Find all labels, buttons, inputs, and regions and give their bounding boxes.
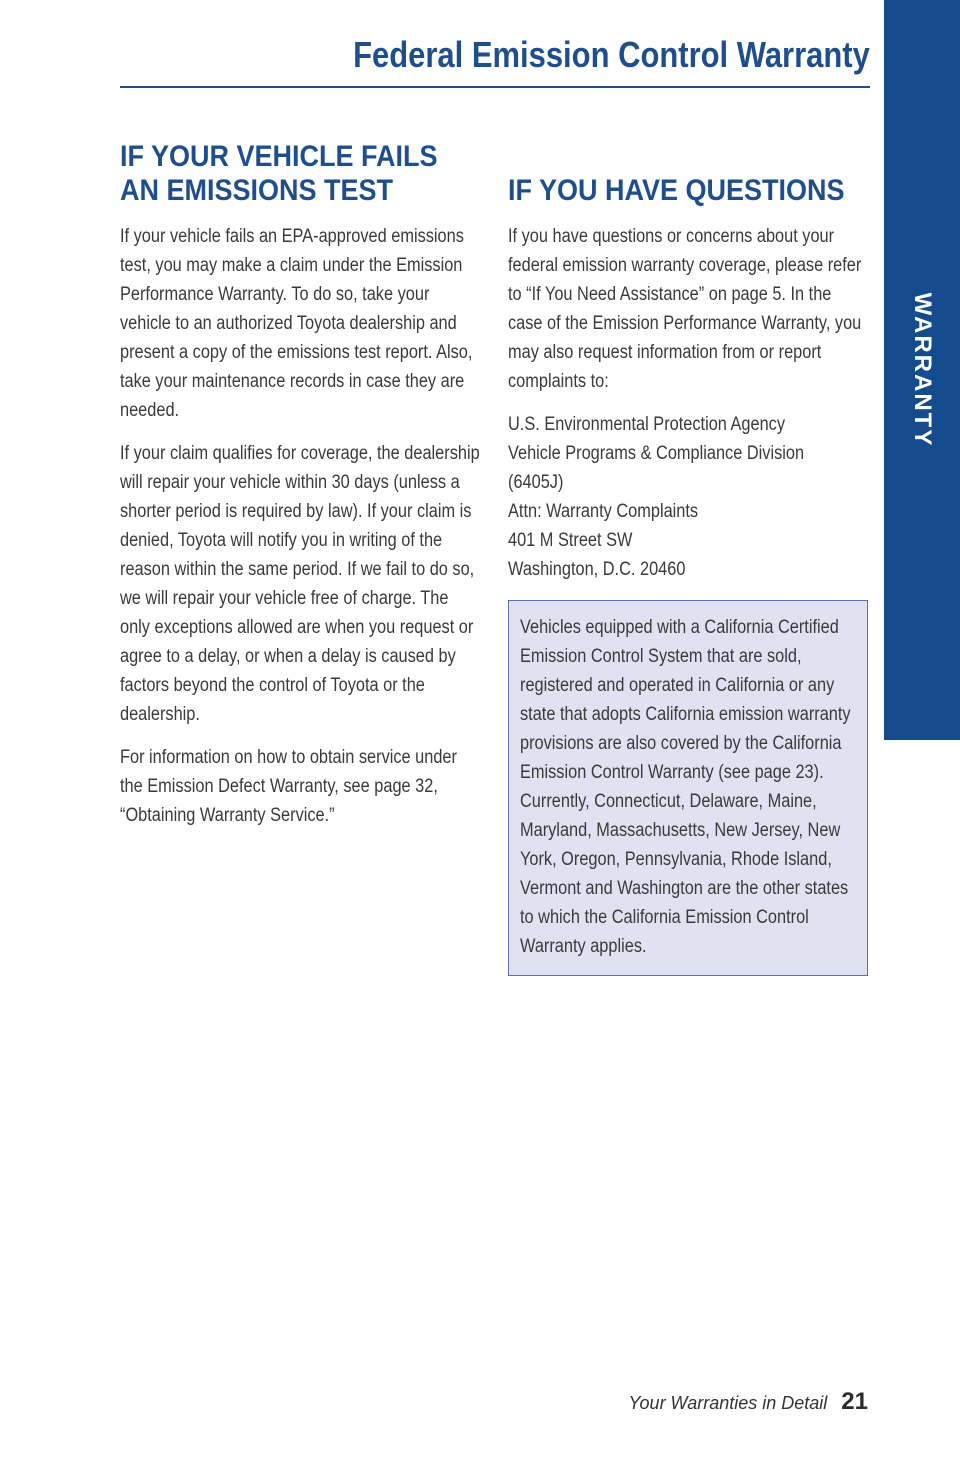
- california-note-box: [508, 600, 868, 976]
- fails-test-paragraph-1: If your vehicle fails an EPA-approved emissions test, you may make a claim under the Emission Performance Warranty. To do so, take your vehicle to an authorized Toyota dealership and present a copy of the emissions test report. Also, take your maintenance records in case they are needed.: [120, 226, 473, 421]
- page-footer: [629, 1388, 868, 1416]
- fails-test-paragraph-2: If your claim qualifies for coverage, the dealership will repair your vehicle within 30 days (unless a shorter period is required by law). If your claim is denied, Toyota will notify you in writing of the reason within the same period. If we fail to do so, we will repair your vehicle free of charge. The only exceptions allowed are when you request or agree to a delay, or when a delay is caused by factors beyond the control of Toyota or the dealership.: [120, 443, 480, 725]
- left-column: [120, 140, 482, 844]
- questions-heading: IF YOU HAVE QUESTIONS: [508, 174, 845, 207]
- epa-address: [508, 410, 870, 584]
- right-column: [508, 140, 870, 976]
- page-header: [120, 30, 870, 88]
- footer-section-title: Your Warranties in Detail: [628, 1393, 828, 1413]
- address-line: (6405J): [508, 472, 564, 493]
- address-line: Attn: Warranty Complaints: [508, 501, 699, 522]
- address-line: U.S. Environmental Protection Agency: [508, 414, 786, 435]
- address-line: Vehicle Programs & Compliance Division: [508, 443, 805, 464]
- address-line: 401 M Street SW: [508, 530, 633, 551]
- fails-test-heading: IF YOUR VEHICLE FAILS AN EMISSIONS TEST: [120, 140, 438, 207]
- questions-paragraph: If you have questions or concerns about your federal emission warranty coverage, please refer to “If You Need Assistance” on page 5. In the case of the Emission Performance Warranty, you may also request information from or report complaints to:: [508, 226, 862, 392]
- california-note-text: Vehicles equipped with a California Certified Emission Control System that are sold, registered and operated in California or any state that adopts California emission warranty provisions are also covered by the California Emission Control Warranty (see page 23). Currently, Connecticut, Delaware, Maine, Maryland, Massachusetts, New Jersey, New York, Oregon, Pennsylvania, Rhode Island, Vermont and Washington are the other states to which the California Emission Control Warranty applies.: [520, 617, 851, 957]
- page-number: 21: [841, 1388, 868, 1415]
- fails-test-paragraph-3: For information on how to obtain service under the Emission Defect Warranty, see page 32, “Obtaining Warranty Service.”: [120, 747, 457, 826]
- address-line: Washington, D.C. 20460: [508, 559, 686, 580]
- page-title: Federal Emission Control Warranty: [353, 34, 870, 75]
- side-tab-label: WARRANTY: [909, 292, 936, 448]
- section-side-tab: [884, 0, 960, 740]
